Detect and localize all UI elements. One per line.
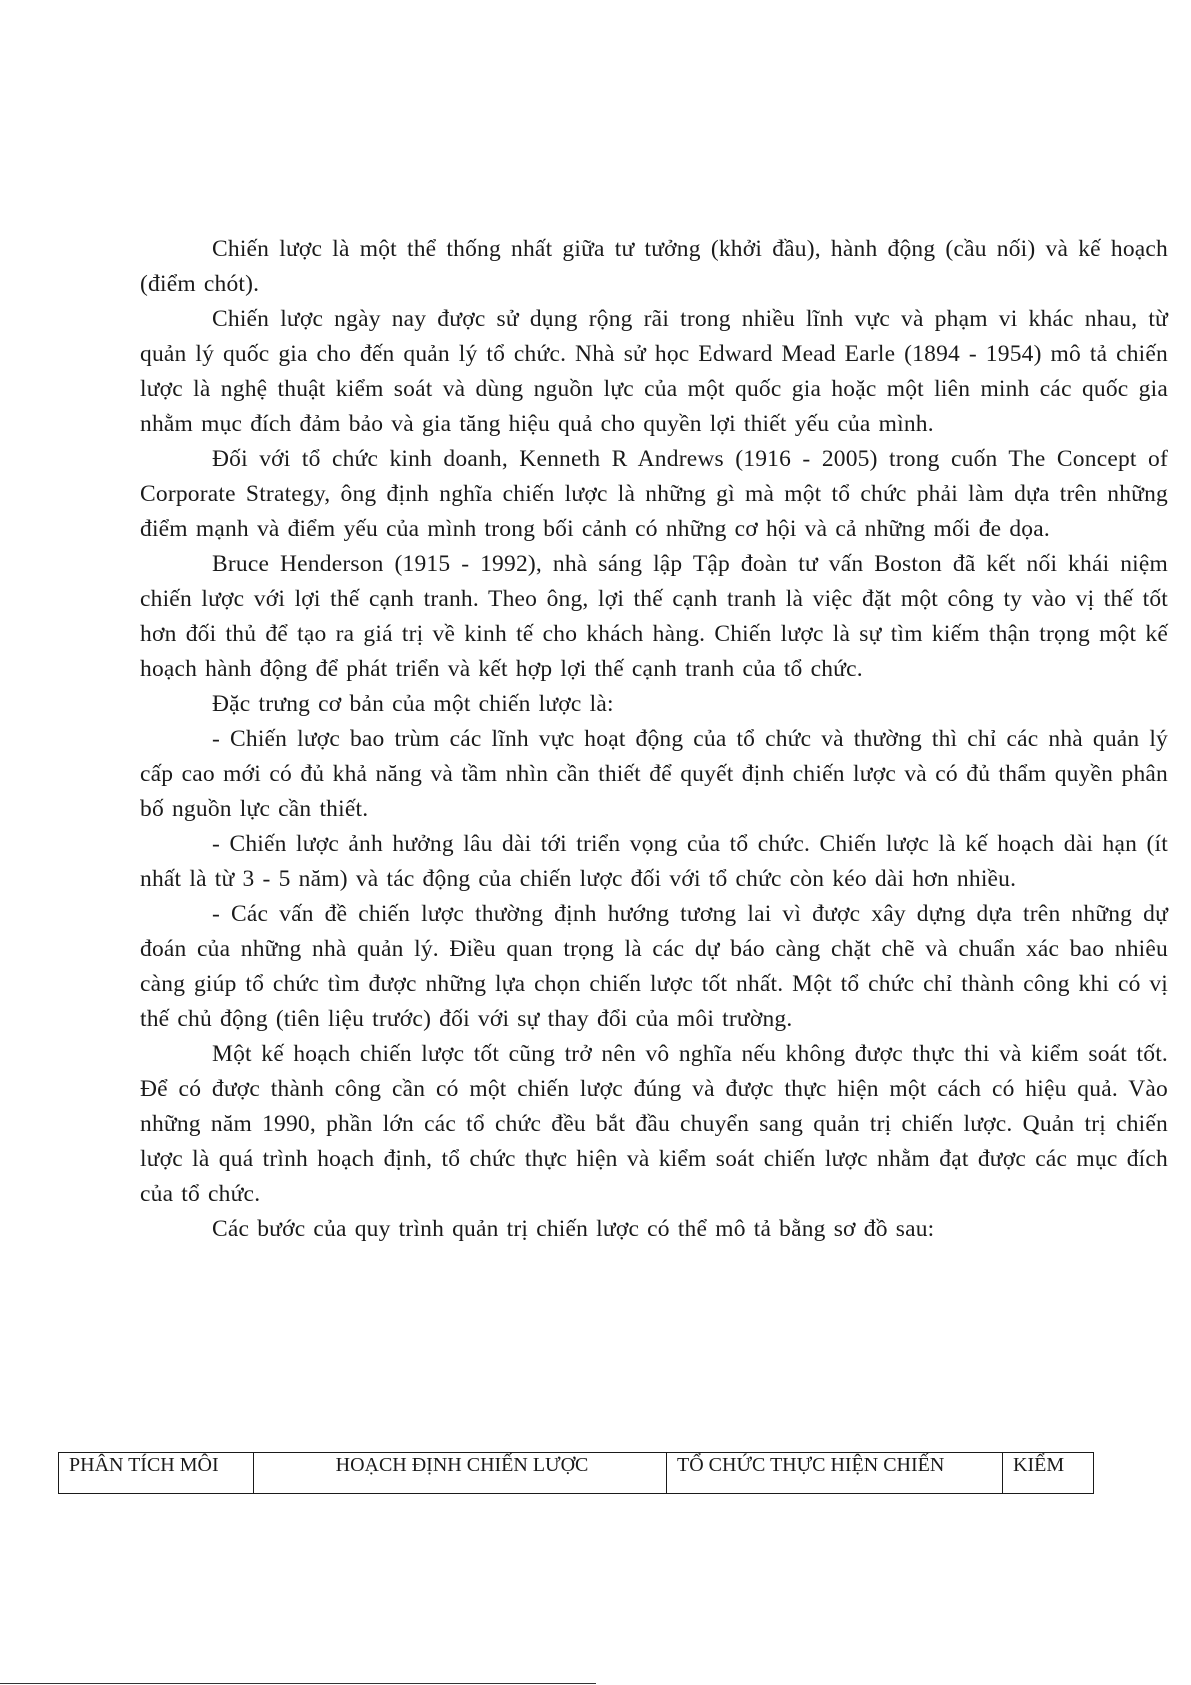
process-diagram-table <box>58 1452 1094 1494</box>
document-body <box>140 232 1168 1247</box>
paragraph-edward-mead-earle: Chiến lược ngày nay được sử dụng rộng rãi trong nhiều lĩnh vực và phạm vi khác nhau, từ quản lý quốc gia cho đến quản lý tổ chức. Nhà sử học Edward Mead Earle (1894 - 1954) mô tả chiến lược là nghệ thuật kiểm soát và dùng nguồn lực của một quốc gia hoặc một liên minh các quốc gia nhằm mục đích đảm bảo và gia tăng hiệu quả cho quyền lợi thiết yếu của mình. <box>140 306 1168 437</box>
paragraph-strategy-definition: Chiến lược là một thể thống nhất giữa tư tưởng (khởi đầu), hành động (cầu nối) và kế hoạch (điểm chót). <box>140 236 1168 297</box>
process-diagram-row <box>59 1453 1094 1494</box>
paragraph-bruce-henderson: Bruce Henderson (1915 - 1992), nhà sáng lập Tập đoàn tư vấn Boston đã kết nối khái niệm chiến lược với lợi thế cạnh tranh. Theo ông, lợi thế cạnh tranh là việc đặt một công ty vào vị thế tốt hơn đối thủ để tạo ra giá trị về kinh tế cho khách hàng. Chiến lược là sự tìm kiếm thận trọng một kế hoạch hành động để phát triển và kết hợp lợi thế cạnh tranh của tổ chức. <box>140 551 1168 682</box>
bullet-future-oriented: - Các vấn đề chiến lược thường định hướng tương lai vì được xây dựng dựa trên những dự đoán của những nhà quản lý. Điều quan trọng là các dự báo càng chặt chẽ và chuẩn xác bao nhiêu càng giúp tổ chức tìm được những lựa chọn chiến lược tốt nhất. Một tổ chức chỉ thành công khi có vị thế chủ động (tiên liệu trước) đối với sự thay đổi của môi trường. <box>140 901 1168 1032</box>
paragraph-process-intro: Các bước của quy trình quản trị chiến lược có thể mô tả bằng sơ đồ sau: <box>212 1216 935 1242</box>
paragraph-characteristics-intro: Đặc trưng cơ bản của một chiến lược là: <box>212 691 614 717</box>
footnote-separator <box>0 1683 596 1684</box>
bullet-scope: - Chiến lược bao trùm các lĩnh vực hoạt động của tổ chức và thường thì chỉ các nhà quản lý cấp cao mới có đủ khả năng và tầm nhìn cần thiết để quyết định chiến lược và có đủ thẩm quyền phân bố nguồn lực cần thiết. <box>140 726 1168 822</box>
paragraph-kenneth-andrews: Đối với tổ chức kinh doanh, Kenneth R Andrews (1916 - 2005) trong cuốn The Concept of Corporate Strategy, ông định nghĩa chiến lược là những gì mà một tổ chức phải làm dựa trên những điểm mạnh và điểm yếu của mình trong bối cảnh có những cơ hội và cả những mối đe dọa. <box>140 446 1168 542</box>
diagram-cell-strategy-planning: HOẠCH ĐỊNH CHIẾN LƯỢC <box>254 1453 667 1494</box>
diagram-cell-strategy-implementation: TỔ CHỨC THỰC HIỆN CHIẾN <box>667 1453 1003 1494</box>
diagram-cell-environment-analysis: PHÂN TÍCH MÔI <box>59 1453 254 1494</box>
bullet-long-term: - Chiến lược ảnh hưởng lâu dài tới triển vọng của tổ chức. Chiến lược là kế hoạch dài hạn (ít nhất là từ 3 - 5 năm) và tác động của chiến lược đối với tổ chức còn kéo dài hơn nhiều. <box>140 831 1168 892</box>
diagram-cell-control: KIỂM <box>1003 1453 1094 1494</box>
paragraph-strategic-management: Một kế hoạch chiến lược tốt cũng trở nên vô nghĩa nếu không được thực thi và kiểm soát tốt. Để có được thành công cần có một chiến lược đúng và được thực hiện một cách có hiệu quả. Vào những năm 1990, phần lớn các tổ chức đều bắt đầu chuyển sang quản trị chiến lược. Quản trị chiến lược là quá trình hoạch định, tổ chức thực hiện và kiểm soát chiến lược nhằm đạt được các mục đích của tổ chức. <box>140 1041 1168 1207</box>
